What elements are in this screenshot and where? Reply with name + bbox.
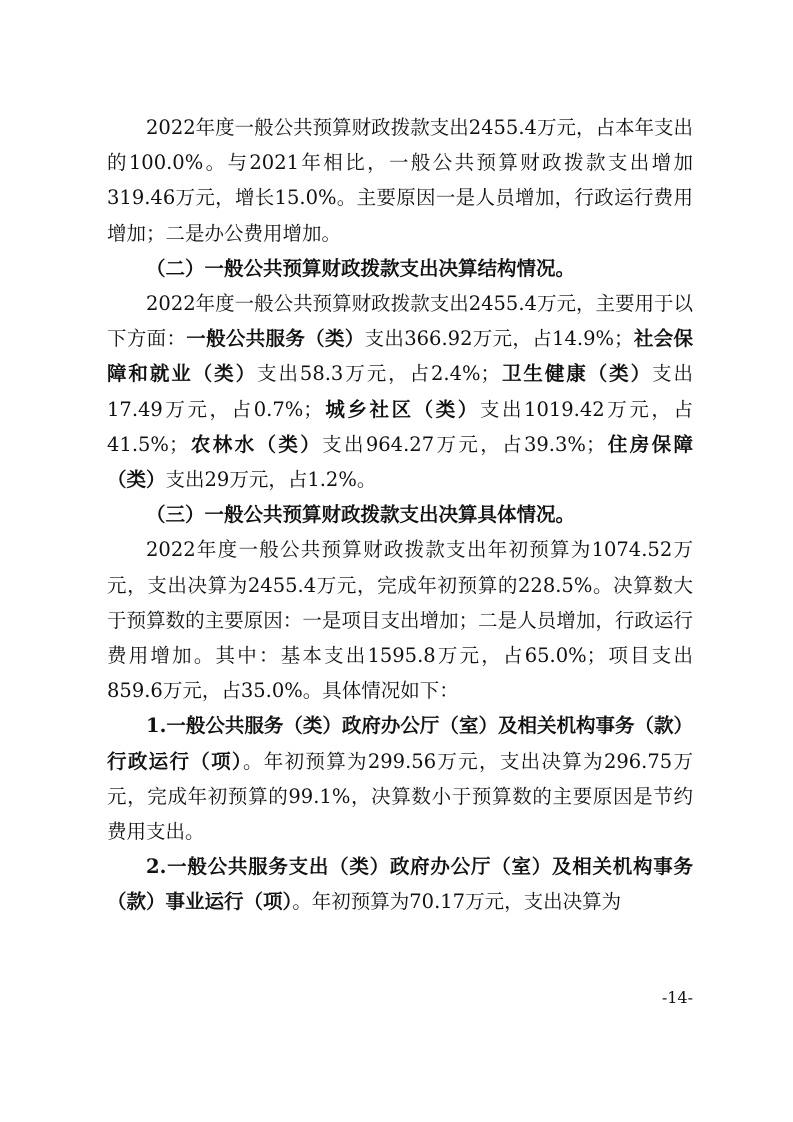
- detail-item-2: [107, 849, 693, 919]
- category-amount: 支出964.27万元，占39.3%；: [322, 432, 606, 456]
- category-amount: 支出29万元，占1.2%。: [165, 468, 377, 492]
- document-body: [107, 110, 693, 920]
- structure-intro: 2022年度一般公共预算财政拨款支出2455.4万元，主要用于以下方面：: [107, 292, 693, 351]
- section-heading-details: （三）一般公共预算财政拨款支出决算具体情况。: [146, 503, 576, 527]
- paragraph-budget-details: 2022年度一般公共预算财政拨款支出年初预算为1074.52万元，支出决算为2455.4万元，完成年初预算的228.5%。决算数大于预算数的主要原因：一是项目支出增加；二是人员增加，行政运行费用增加。其中：基本支出1595.8万元，占65.0%；项目支出859.6万元，占35.0%。具体情况如下：: [107, 538, 693, 703]
- category-amount: 支出58.3万元，占2.4%；: [257, 362, 501, 386]
- category-name: 一般公共服务（类）: [186, 327, 365, 351]
- category-amount: 支出17.49万元，占0.7%；: [107, 362, 693, 421]
- detail-item-1: [107, 708, 693, 849]
- category-name: 住房保障（类）: [107, 432, 693, 492]
- category-amount: 支出1019.42万元，占41.5%；: [107, 397, 693, 456]
- paragraph-expenditure-structure: [107, 286, 693, 497]
- detail-item-text: 。年初预算为299.56万元，支出决算为296.75万元，完成年初预算的99.1%，决算数小于预算数的主要原因是节约费用支出。: [107, 749, 693, 844]
- category-name: 社会保障和就业（类）: [107, 327, 693, 386]
- paragraph-expenditure-summary: 2022年度一般公共预算财政拨款支出2455.4万元，占本年支出的100.0%。与2021年相比，一般公共预算财政拨款支出增加319.46万元，增长15.0%。主要原因一是人员增加，行政运行费用增加；二是办公费用增加。: [107, 116, 693, 245]
- detail-item-title: 1.一般公共服务（类）政府办公厅（室）及相关机构事务（款）行政运行（项）: [107, 714, 693, 773]
- category-name: 农林水（类）: [188, 432, 323, 456]
- detail-item-text: 。年初预算为70.17万元，支出决算为: [292, 890, 622, 914]
- category-amount: 支出366.92万元，占14.9%；: [364, 327, 634, 351]
- category-name: 卫生健康（类）: [500, 362, 653, 386]
- detail-item-title: 2.一般公共服务支出（类）政府办公厅（室）及相关机构事务（款）事业运行（项）: [107, 855, 693, 914]
- page-number: -14-: [661, 988, 693, 1007]
- section-heading-structure: （二）一般公共预算财政拨款支出决算结构情况。: [146, 256, 576, 280]
- category-name: 城乡社区（类）: [322, 397, 480, 421]
